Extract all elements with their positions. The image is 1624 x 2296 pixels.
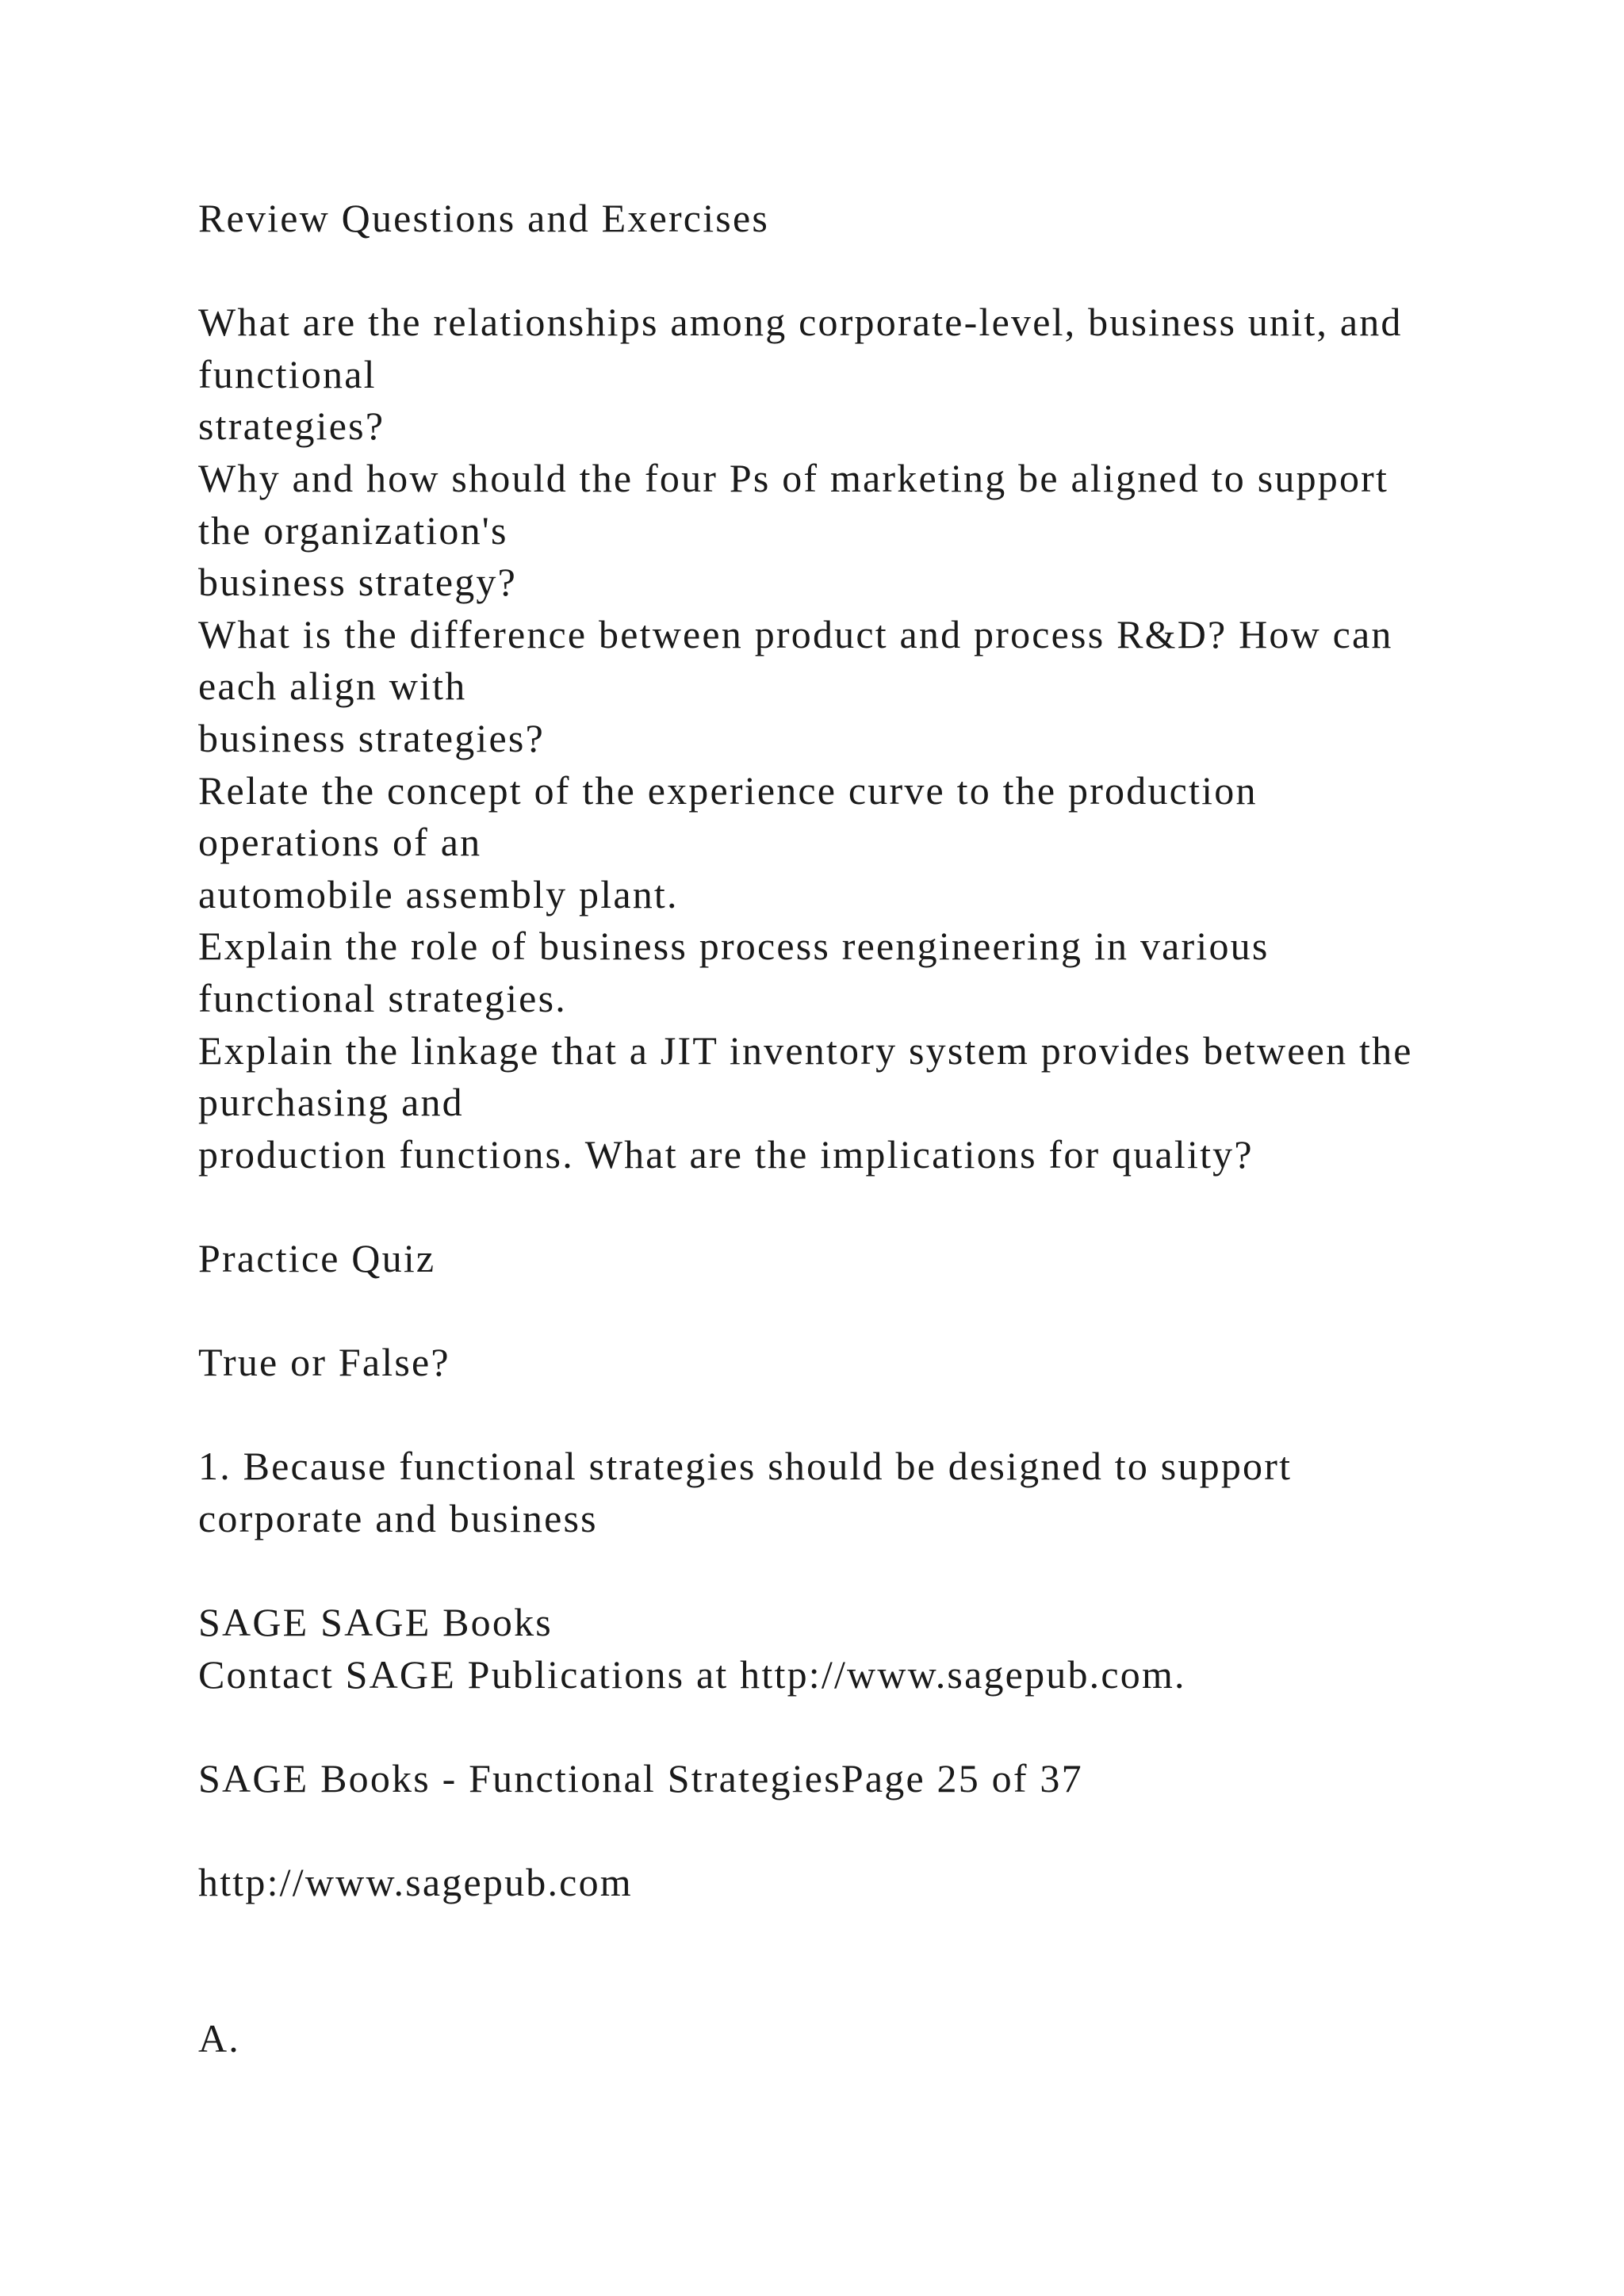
question-6-line-1: Explain the linkage that a JIT inventory system provides between the purchasing and <box>198 1027 1413 1125</box>
quiz-question-1: 1. Because functional strategies should be designed to support corporate and business <box>198 1444 1293 1540</box>
section-heading: Review Questions and Exercises <box>198 196 770 240</box>
question-3-line-1: What is the difference between product and process R&D? How can each align with <box>198 611 1393 709</box>
spacer <box>198 1804 1530 1857</box>
practice-quiz-heading: Practice Quiz <box>198 1235 436 1280</box>
document-page <box>198 193 1530 2064</box>
contact-line: Contact SAGE Publications at http://www.sagepub.com. <box>198 1651 1186 1697</box>
question-4-line-1: Relate the concept of the experience curve to the production operations of an <box>198 767 1258 865</box>
spacer <box>198 1389 1530 1441</box>
question-6-line-2: production functions. What are the implications for quality? <box>198 1131 1254 1177</box>
spacer <box>198 1701 1530 1753</box>
question-4-line-2: automobile assembly plant. <box>198 871 679 916</box>
spacer <box>198 1909 1530 2013</box>
answer-option-a: A. <box>198 2015 241 2061</box>
spacer <box>198 245 1530 297</box>
question-5-line-1: Explain the role of business process reengineering in various functional strategies. <box>198 924 1270 1020</box>
true-false-heading: True or False? <box>198 1340 450 1385</box>
question-2-line-1: Why and how should the four Ps of marketing be aligned to support the organization's <box>198 455 1389 553</box>
spacer <box>198 1544 1530 1597</box>
question-list <box>198 297 1530 1181</box>
question-1-line-1: What are the relationships among corporate-level, business unit, and functional <box>198 300 1403 396</box>
spacer <box>198 1284 1530 1337</box>
question-1-line-2: strategies? <box>198 404 385 449</box>
footer-url: http://www.sagepub.com <box>198 1860 633 1904</box>
sage-books-label: SAGE SAGE Books <box>198 1600 553 1645</box>
question-2-line-2: business strategy? <box>198 560 518 605</box>
question-3-line-2: business strategies? <box>198 715 545 760</box>
spacer <box>198 1181 1530 1233</box>
footer-page-info: SAGE Books - Functional StrategiesPage 25 of 37 <box>198 1755 1083 1800</box>
